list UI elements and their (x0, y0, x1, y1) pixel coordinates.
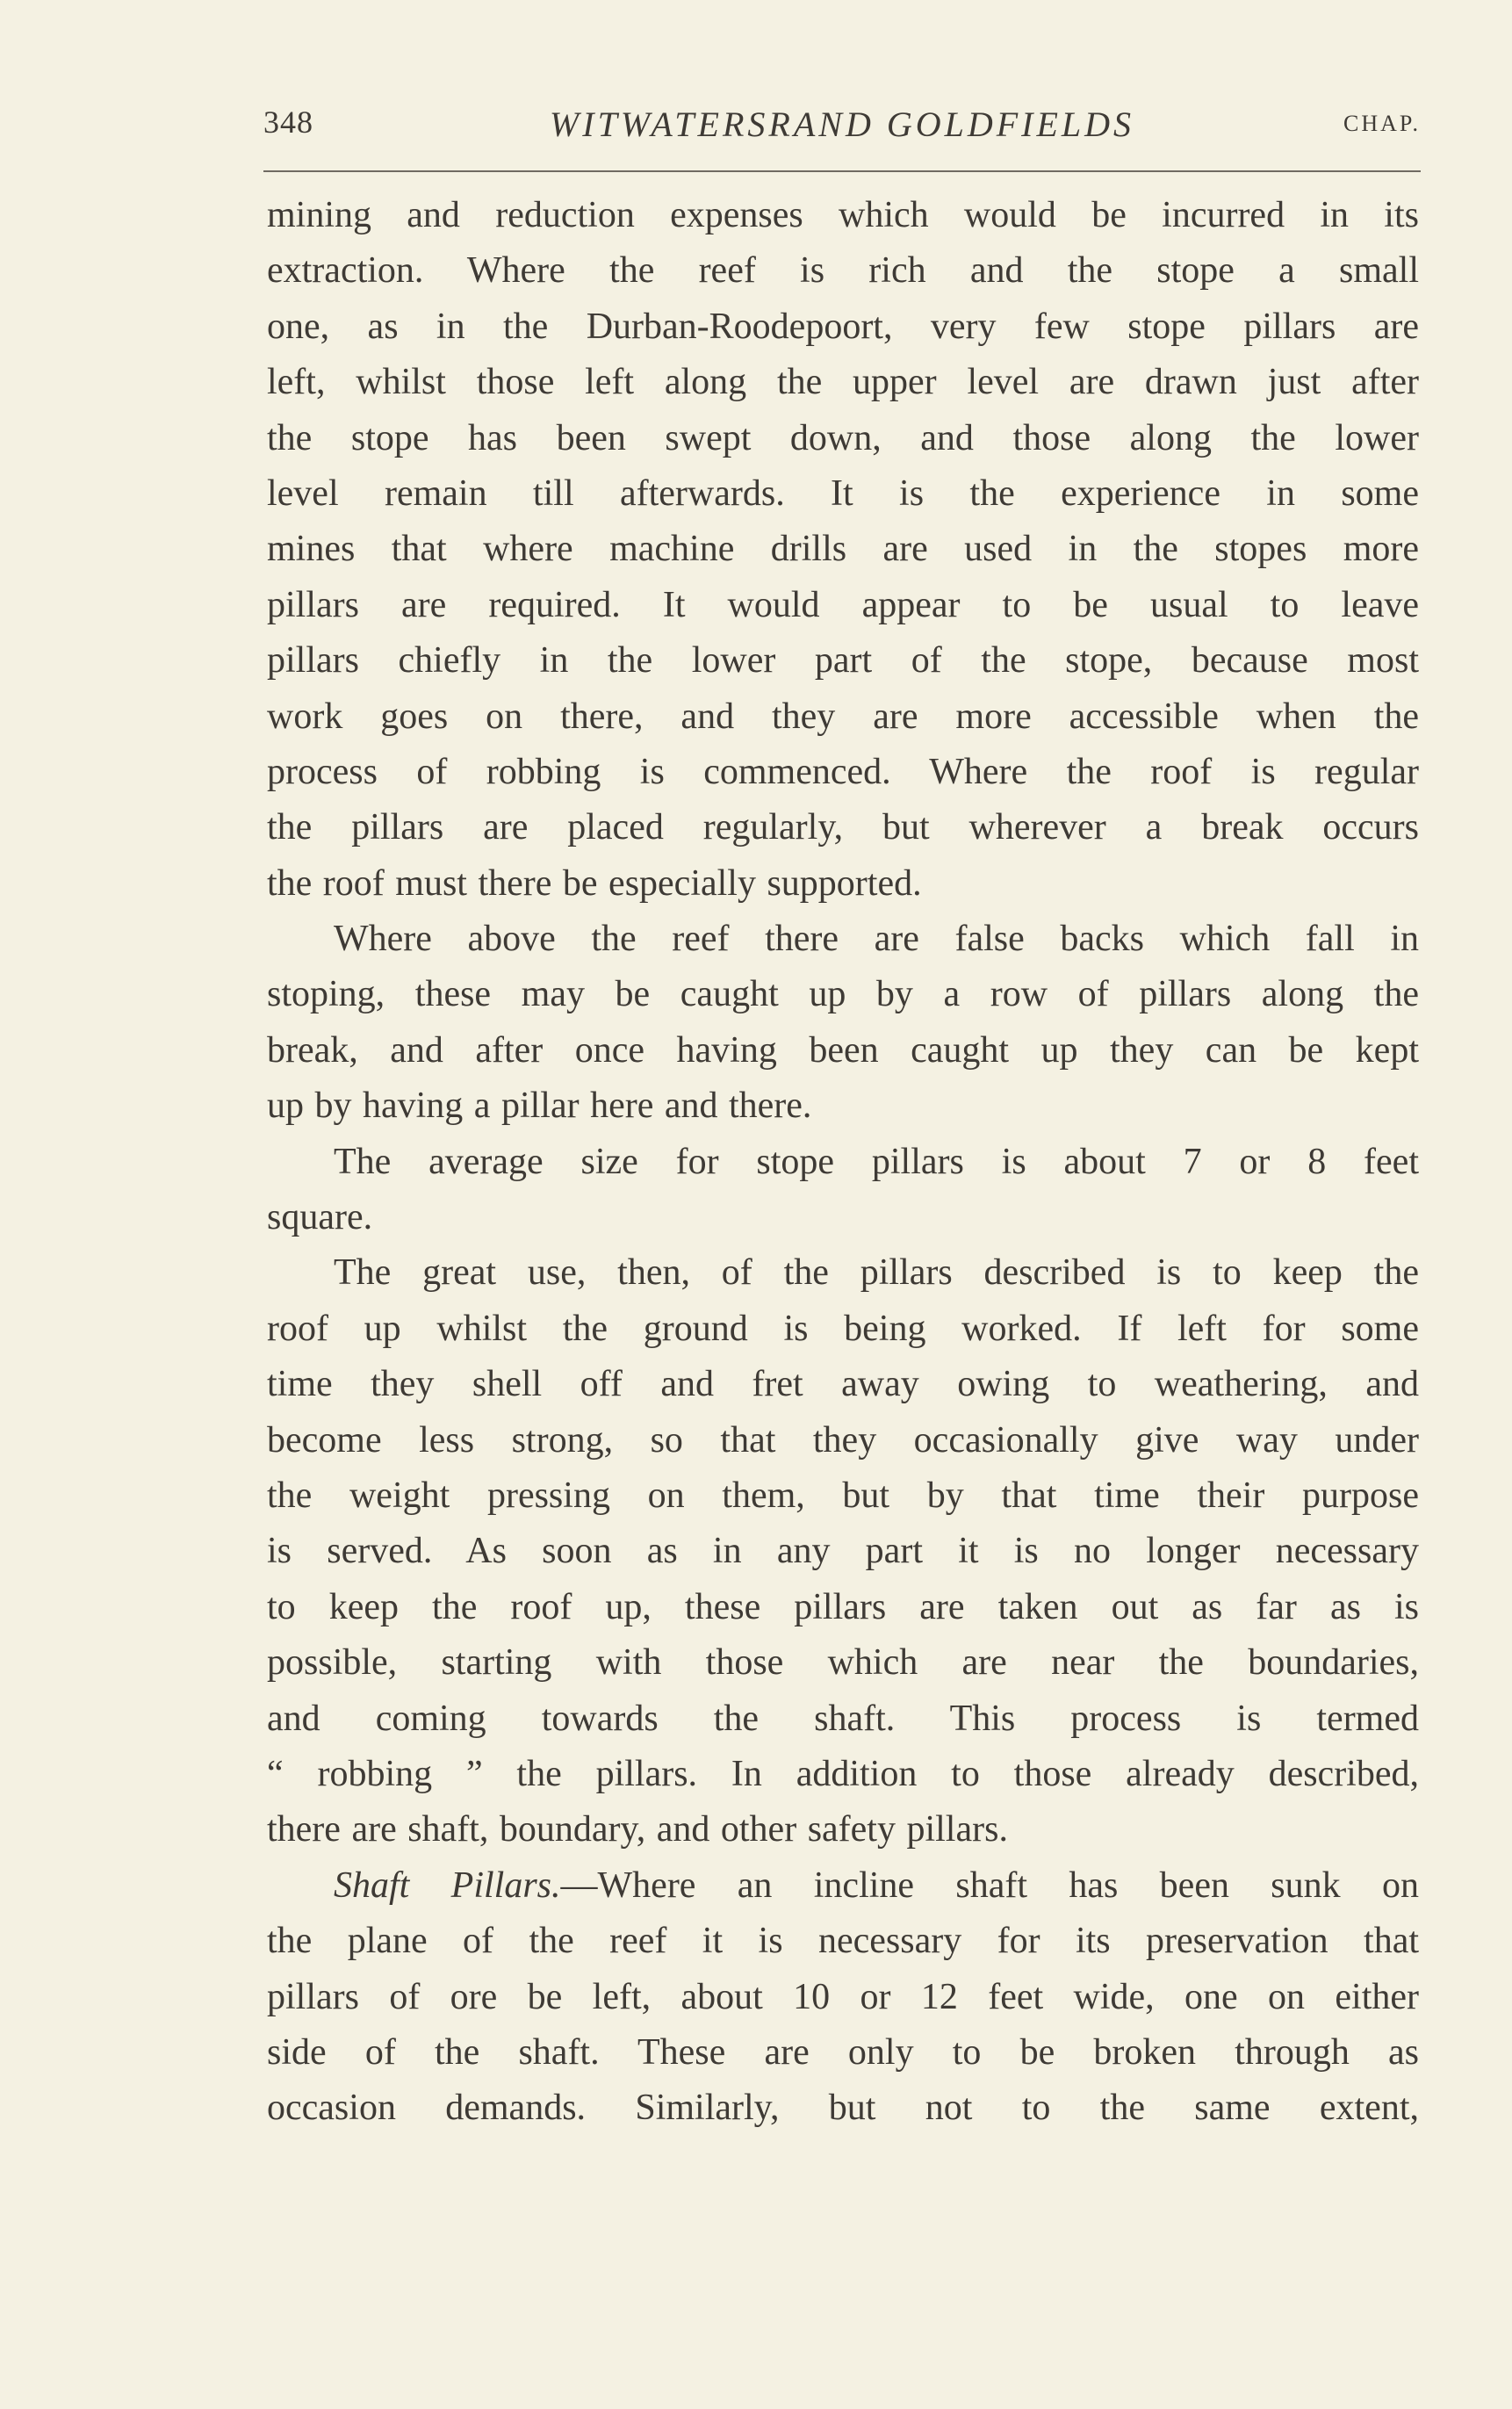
text-line: time they shell off and fret away owing to weathering, and (267, 1364, 1419, 1405)
text-line: extraction. Where the reef is rich and the stope a small (267, 250, 1419, 292)
text-line: “ robbing ” the pillars. In addition to those already described, (267, 1753, 1419, 1794)
shaft-pillars-opening-text: —Where an incline shaft has been sunk on (560, 1864, 1419, 1906)
chapter-label: CHAP. (1343, 111, 1421, 136)
text-line: roof up whilst the ground is being worked. If left for some (267, 1308, 1419, 1349)
text-line: The average size for stope pillars is about 7 or 8 feet (334, 1141, 1419, 1182)
text-line: break, and after once having been caught up they can be kept (267, 1029, 1419, 1071)
text-line: The great use, then, of the pillars described is to keep the (334, 1252, 1419, 1294)
text-line: mining and reduction expenses which would be incurred in its (267, 195, 1419, 235)
text-line: the weight pressing on them, but by that time their purpose (267, 1475, 1419, 1516)
body-text (267, 188, 1419, 2137)
text-line: the plane of the reef it is necessary for its preservation that (267, 1921, 1419, 1962)
shaft-pillars-heading: Shaft Pillars. (334, 1864, 561, 1906)
text-line: side of the shaft. These are only to be broken through as (267, 2031, 1419, 2073)
text-line: mines that where machine drills are used in the stopes more (267, 529, 1419, 570)
text-line: Where above the reef there are false backs which fall in (334, 919, 1419, 960)
text-line: pillars chiefly in the lower part of the stope, because most (267, 640, 1419, 682)
text-line: there are shaft, boundary, and other safety pillars. (267, 1809, 1008, 1850)
text-line: one, as in the Durban-Roodepoort, very few stope pillars are (267, 306, 1419, 347)
text-line: possible, starting with those which are near the boundaries, (267, 1642, 1419, 1684)
text-line: square. (267, 1197, 373, 1238)
shaft-pillars-line (267, 1858, 1419, 1914)
text-line: the pillars are placed regularly, but wherever a break occurs (267, 807, 1419, 848)
running-title: WITWATERSRAND GOLDFIELDS (549, 105, 1135, 144)
text-line: pillars of ore be left, about 10 or 12 feet wide, one on either (267, 1976, 1419, 2017)
text-line: become less strong, so that they occasionally give way under (267, 1419, 1419, 1461)
text-line: left, whilst those left along the upper level are drawn just after (267, 362, 1419, 403)
text-line: is served. As soon as in any part it is no longer necessary (267, 1531, 1419, 1572)
page-number: 348 (263, 105, 313, 140)
text-line: to keep the roof up, these pillars are taken out as far as is (267, 1586, 1419, 1627)
text-line: stoping, these may be caught up by a row of pillars along the (267, 974, 1419, 1015)
text-line: work goes on there, and they are more accessible when the (267, 696, 1419, 737)
text-line: process of robbing is commenced. Where the roof is regular (267, 751, 1419, 792)
text-line: the roof must there be especially supported. (267, 862, 922, 904)
text-line: level remain till afterwards. It is the experience in some (267, 472, 1419, 514)
text-line: the stope has been swept down, and those along the lower (267, 417, 1419, 458)
page-header (263, 104, 1421, 153)
text-line: and coming towards the shaft. This process is termed (267, 1698, 1419, 1739)
header-rule (263, 170, 1421, 172)
text-line: occasion demands. Similarly, but not to the same extent, (267, 2088, 1419, 2129)
text-line: up by having a pillar here and there. (267, 1085, 812, 1127)
text-line: pillars are required. It would appear to be usual to leave (267, 584, 1419, 625)
